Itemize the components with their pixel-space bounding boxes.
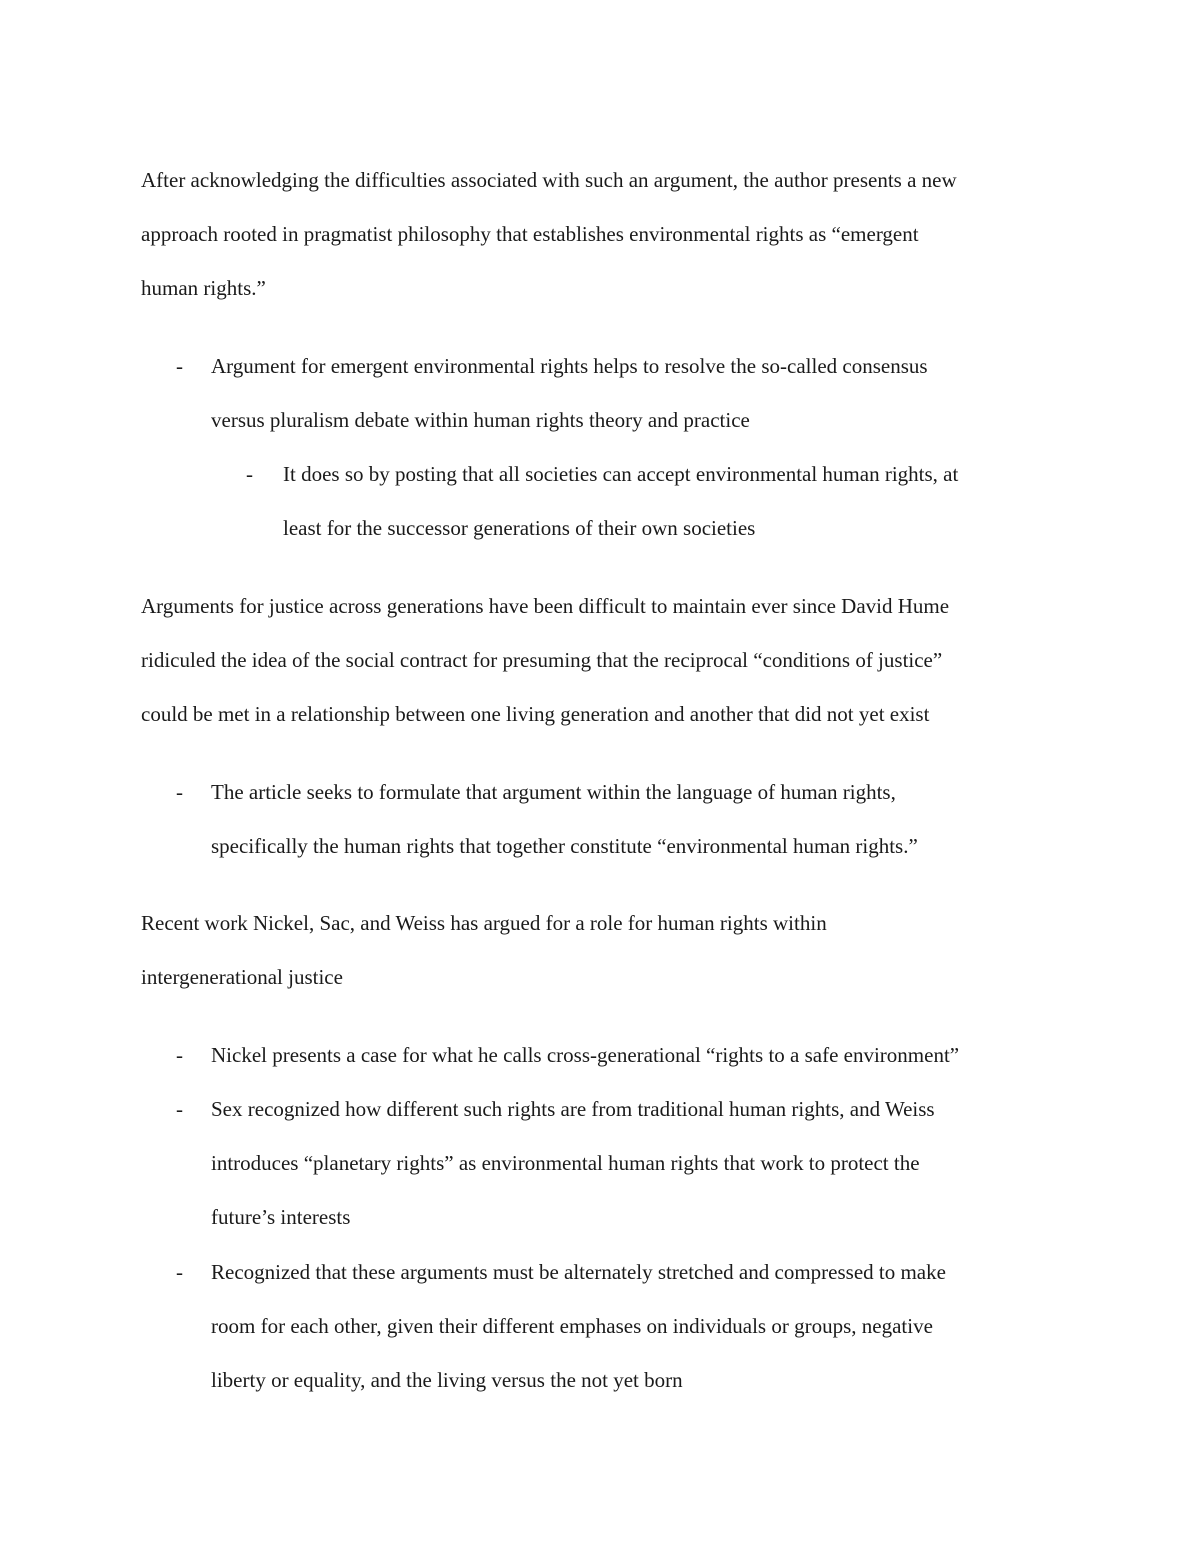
bullet-1-line-2: versus pluralism debate within human rights theory and practice xyxy=(211,408,750,432)
paragraph-3-line-2: intergenerational justice xyxy=(141,965,343,989)
bullet-marker: - xyxy=(176,1043,183,1067)
paragraph-1-line-3: human rights.” xyxy=(141,276,266,300)
paragraph-3-line-1: Recent work Nickel, Sac, and Weiss has argued for a role for human rights within xyxy=(141,911,827,935)
bullet-marker: - xyxy=(176,354,183,378)
bullet-4-line-1: Sex recognized how different such rights are from traditional human rights, and Weiss xyxy=(211,1097,935,1121)
bullet-5-line-2: room for each other, given their different emphases on individuals or groups, negative xyxy=(211,1314,933,1338)
bullet-4-line-2: introduces “planetary rights” as environmental human rights that work to protect the xyxy=(211,1151,920,1175)
bullet-2-line-1: The article seeks to formulate that argument within the language of human rights, xyxy=(211,780,896,804)
bullet-3-line-1: Nickel presents a case for what he calls cross-generational “rights to a safe environment” xyxy=(211,1043,960,1067)
bullet-marker: - xyxy=(176,780,183,804)
paragraph-1-line-1: After acknowledging the difficulties associated with such an argument, the author presents a new xyxy=(141,168,957,192)
bullet-4-line-3: future’s interests xyxy=(211,1205,351,1229)
sub-bullet-line-2: least for the successor generations of their own societies xyxy=(283,516,756,540)
sub-bullet-marker: - xyxy=(246,462,253,486)
paragraph-2-line-3: could be met in a relationship between one living generation and another that did not yet exist xyxy=(141,702,930,726)
sub-bullet-line-1: It does so by posting that all societies can accept environmental human rights, at xyxy=(283,462,959,486)
bullet-marker: - xyxy=(176,1260,183,1284)
paragraph-2-line-1: Arguments for justice across generations have been difficult to maintain ever since David Hume xyxy=(141,594,950,618)
bullet-marker: - xyxy=(176,1097,183,1121)
paragraph-2-line-2: ridiculed the idea of the social contract for presuming that the reciprocal “conditions of justice” xyxy=(141,648,943,672)
bullet-5-line-3: liberty or equality, and the living versus the not yet born xyxy=(211,1368,683,1392)
bullet-1-line-1: Argument for emergent environmental rights helps to resolve the so-called consensus xyxy=(211,354,928,378)
bullet-2-line-2: specifically the human rights that together constitute “environmental human rights.” xyxy=(211,834,918,858)
bullet-5-line-1: Recognized that these arguments must be alternately stretched and compressed to make xyxy=(211,1260,946,1284)
paragraph-1-line-2: approach rooted in pragmatist philosophy that establishes environmental rights as “emergent xyxy=(141,222,919,246)
